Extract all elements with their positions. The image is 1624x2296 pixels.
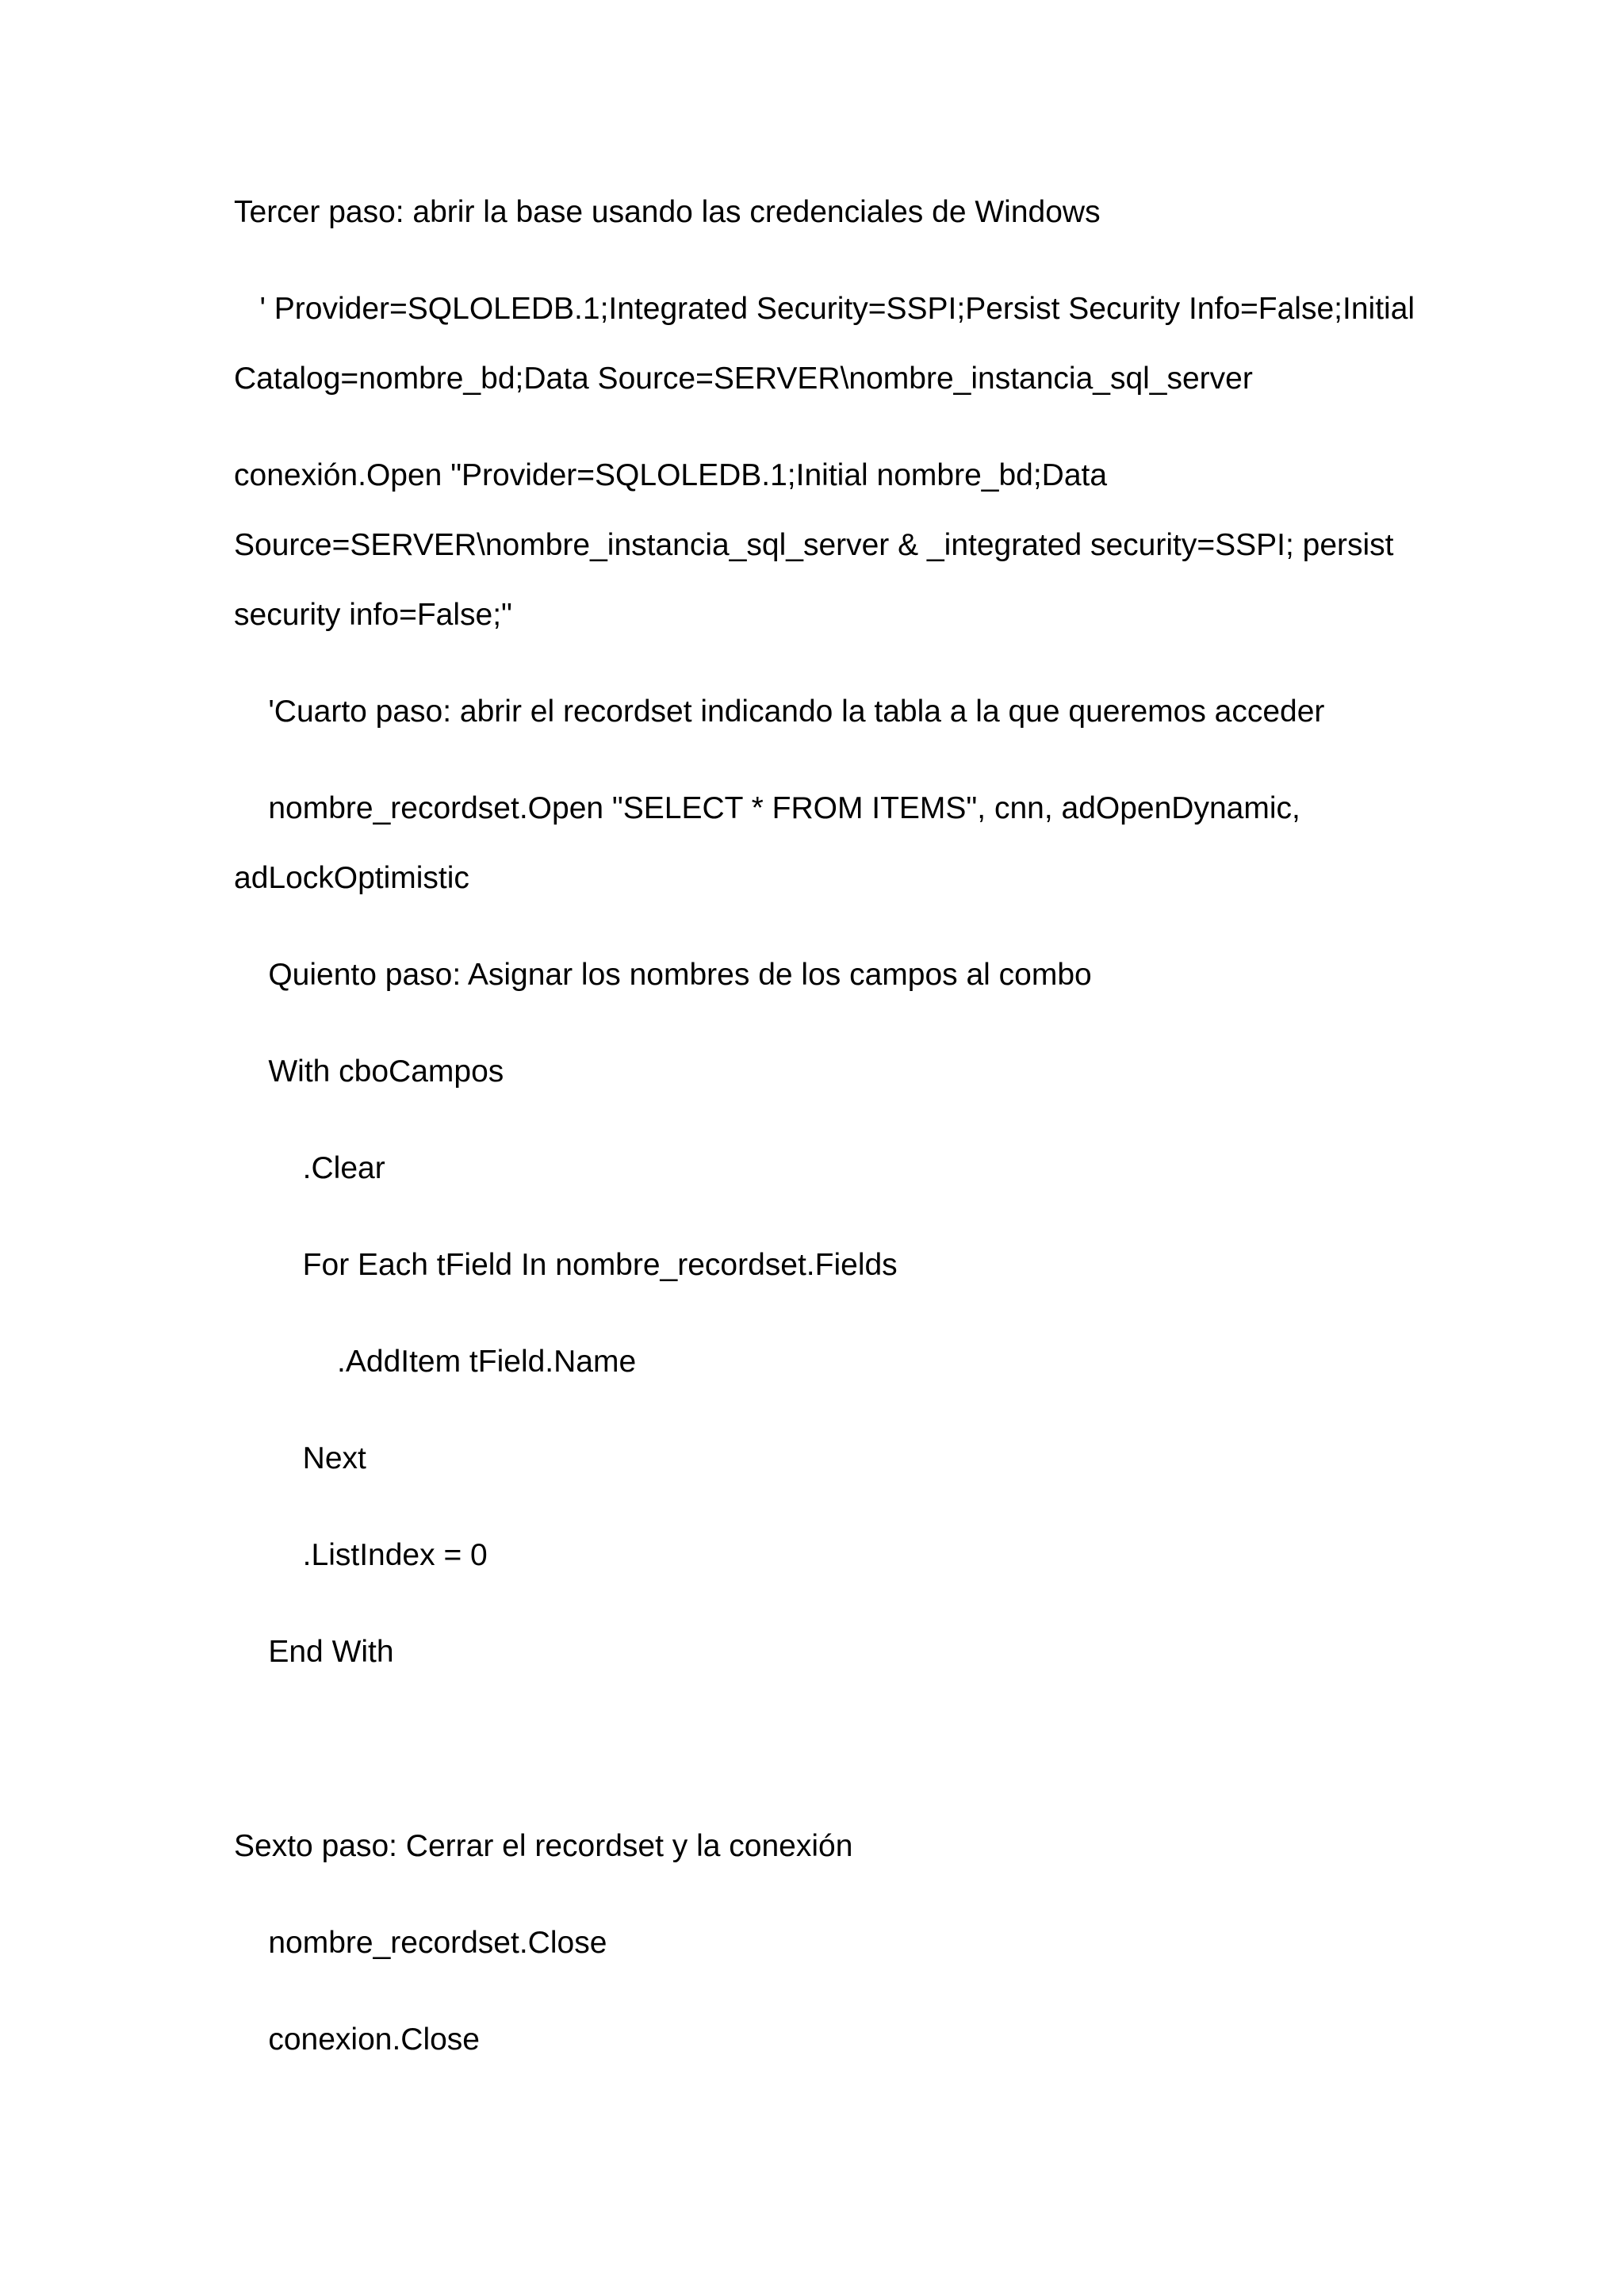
code-line: With cboCampos (234, 1054, 504, 1089)
code-line: conexion.Close (234, 2022, 481, 2057)
step-4-comment: 'Cuarto paso: abrir el recordset indicando la tabla a la que queremos acceder (234, 695, 1325, 729)
code-line: End With (234, 1635, 394, 1669)
code-line: adLockOptimistic (234, 861, 469, 895)
code-comment-line: ' Provider=SQLOLEDB.1;Integrated Security=SSPI;Persist Security Info=False;Initial (234, 292, 1415, 326)
step-6-heading: Sexto paso: Cerrar el recordset y la conexión (234, 1829, 853, 1863)
code-line: .AddItem tField.Name (234, 1345, 637, 1379)
step-5-heading: Quiento paso: Asignar los nombres de los campos al combo (234, 958, 1092, 992)
code-comment-line: Catalog=nombre_bd;Data Source=SERVER\nombre_instancia_sql_server (234, 362, 1253, 396)
code-line: Next (234, 1441, 366, 1475)
code-line: nombre_recordset.Close (234, 1926, 607, 1960)
code-line: .Clear (234, 1151, 385, 1185)
code-line: For Each tField In nombre_recordset.Fields (234, 1248, 898, 1282)
code-line: security info=False;" (234, 598, 512, 632)
code-line: nombre_recordset.Open "SELECT * FROM ITEMS", cnn, adOpenDynamic, (234, 791, 1300, 825)
code-line: conexión.Open "Provider=SQLOLEDB.1;Initial nombre_bd;Data (234, 458, 1108, 492)
code-line: .ListIndex = 0 (234, 1538, 488, 1572)
step-3-heading: Tercer paso: abrir la base usando las credenciales de Windows (234, 195, 1101, 229)
code-line: Source=SERVER\nombre_instancia_sql_server & _integrated security=SSPI; persist (234, 528, 1394, 562)
